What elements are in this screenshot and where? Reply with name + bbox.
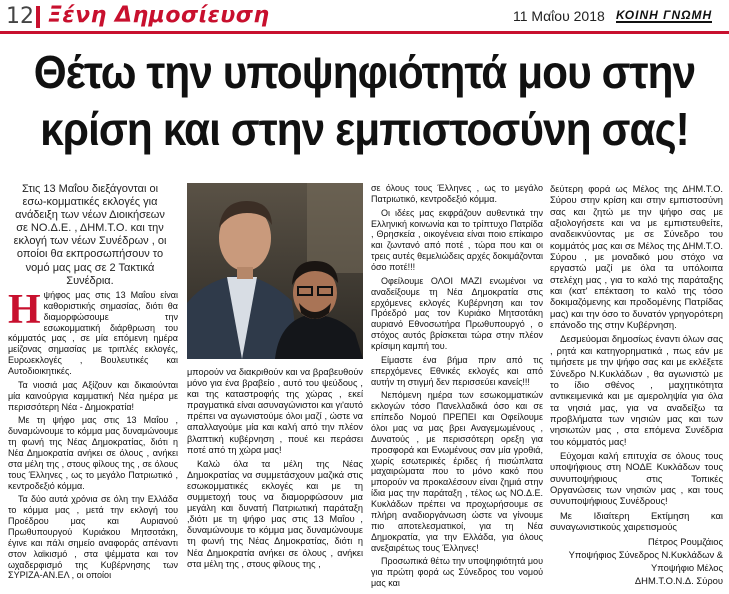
paragraph: Ηψήφος μας στις 13 Μαΐου είναι καθοριστικής σημασίας, διότι θα διαμορφώσουμε την εσωκομματική διάρθρωση του κόμματός μας , σε μία επόμενη ημέρα μείζονας σημασίας με τριπλές εκλογές, Ευρωεκλογές , Βουλευτικές και Αυτοδιοικητικές.: [8, 287, 178, 377]
paragraph: Καλώ όλα τα μέλη της Νέας Δημοκρατίας να συμμετάσχουν μαζικά στις εσωκομματικές εκλογές και με τη συμμετοχή τους να διαμορφώσουν μια μεγάλη και δυνατή Πατριωτική παράταξη ,διότι με τη ψήφο μας στις 13 Μαΐου , δυναμώνουμε το κόμμα μας δυναμώνουμε τη φωνή της Νέας Δημοκρατίας, διότι η Νέα Δημοκρατία ανήκει σε όλους , ανήκει στα μέλη της , στους φίλους της ,: [187, 458, 363, 569]
paragraph: Νεπόμενη ημέρα των εσωκομματικών εκλογών τόσο Πανελλαδικά όσο και σε επίπεδο Νομού ΠΡΕΠΕΙ και Οφείλουμε όλοι μας να μας βρει Αναγεμωμένους , Δυνατούς , με περισσότερη ορεξη για προσφορά και Ενωμένους σαν μία γροθιά, χωρίς εσωτερικές έριδες ή πισώπλατα μαχαιρώματα που το μόνο κακό που μπορούν να προκαλέσουν είναι ζημιά στην ίδια μας την παράταξη , τέλος ως ΝΟ.Δ.Ε. Κυκλάδων πρέπει να προχωρήσουμε σε πλήρη αναδιοργάνωση ώστε να γίνουμε πιο αποτελεσματικοί, για τη Νέα Δημοκρατία, για την Ελλάδα, για όλους ανεξαιρέτως τους Έλληνες!: [371, 390, 543, 553]
issue-date: 11 Μαΐου 2018: [513, 8, 605, 24]
paragraph: Δεσμεύομαι δημοσίως έναντι όλων σας , ρητά και κατηγορηματικά , πως εάν με τιμήσετε με την ψήφο σας και με εκλέξετε Σύνεδρο Ν.Κυκλάδων , θα αγωνιστώ με το ίδιο σθένος , μαχητικότητα αντικειμενικά και με αμεροληψία για όλα τα νησιά μας, για να αναδείξω τα προβλήματα των νησιών μας και των νησιωτών μας , στα επόμενα Συνέδρια του κόμματός μας!: [550, 333, 723, 447]
signature-role-2: Υποψήφιο Μέλος: [651, 562, 723, 574]
paragraph: σε όλους τους Έλληνες , ως το μεγάλο Πατριωτικό, κεντροδεξιό κόμμα.: [371, 183, 543, 204]
article-photo: [187, 183, 363, 359]
column-2: [187, 367, 363, 573]
column-1: [8, 287, 178, 584]
drop-cap: Η: [8, 287, 41, 333]
column-4: [550, 183, 723, 587]
paragraph: Προσωπικά θέτω την υποψηφιότητά μου για πρώτη φορά ως Σύνεδρος του νομού μας και: [371, 556, 543, 589]
headline-line-2: κρίση και στην εμπιστοσύνη σας!: [40, 103, 689, 155]
lead-paragraph: Στις 13 Μαΐου διεξάγονται οι εσω-κομματικές εκλογές για ανάδειξη των νέων Διοικήσεων σε ΝΟ.Δ.Ε. , ΔΗΜ.Τ.Ο. και την εκλογή των νέων Συνέδρων , οι οποίοι θα εκπροσωπήσουν το νομό μας μας σε 2 Τακτικά Συνέδρια.: [13, 183, 167, 287]
paragraph: Με τη ψήφο μας στις 13 Μαΐου , δυναμώνουμε το κόμμα μας δυναμώνουμε τη φωνή της Νέας Δημοκρατίας, διότι η Νέα Δημοκρατία ανήκει σε όλους , ανήκει στα μέλη της , στους φίλους της , σε όλους τους Έλληνες , ως το μεγάλο Πατριωτικό , κεντροδεξιό κόμμα.: [8, 415, 178, 491]
paragraph: Με Ιδιαίτερη Εκτίμηση και συναγωνιστικούς χαιρετισμούς: [550, 509, 723, 532]
paragraph: δεύτερη φορά ως Μέλος της ΔΗΜ.Τ.Ο. Σύρου στην κρίση και στην εμπιστοσύνη σας και ζητώ με την ψήφο σας με αξιολογήσετε και να με εμπιστευθείτε, αναδεικνύοντας με σε Σύνεδρο του κομμάτός μας και σε Μέλος της ΔΗΜ.Τ.Ο. Σύρου , με μοναδικό μου στόχο να εργαστώ μαζί με όλα τα υπόλοιπα στελέχη μας , για το καλό της παράταξης και (κατ' επέκταση το καλό της τόσο δοκιμαζόμενης και προδομένης Πατρίδας μας) και την όσο το δυνατόν γρηγορότερη επάνοδο της στην Κυβέρνηση.: [550, 183, 723, 331]
section-title: Ξένη Δημοσίευση: [48, 3, 270, 28]
paragraph: Εύχομαι καλή επιτυχία σε όλους τους υποψήφιους στη ΝΟΔΕ Κυκλάδων τους συνυποψήφιους στις Τοπικές Οργανώσεις των νησιών μας , και τους συνυποψήφιους Συνέδρους!: [550, 449, 723, 507]
paragraph: Τα δύο αυτά χρόνια σε όλη την Ελλάδα το κόμμα μας , μετά την εκλογή του Προέδρου μας και Αυριανού Πρωθυπουργού Κυριάκου Μητσοτάκη, έγινε και πάλι σημείο αναφοράς απέναντι στον λαϊκισμό , στα ψέμματα και τον ωχαδερφισμό της Κυβέρνησης των ΣΥΡΙΖΑ-ΑΝ.ΕΛ , οι οποίοι: [8, 494, 178, 581]
signature-block: [550, 535, 723, 587]
paragraph: Οφείλουμε ΟΛΟΙ ΜΑΖΙ ενωμένοι να αναδείξουμε τη Νέα Δημοκρατία στις ερχόμενες εκλογές Κυβέρνηση και τον Πρόεδρό μας τον Κυριάκο Μητσοτάκη αυριανό Εθνοσωτήρα Πρωθυπουργό , ο στόχος αυτός βρίσκεται τώρα στην πλέον κρίσιμη καμπή του.: [371, 275, 543, 352]
signature-name: Πέτρος Ρουμζάιος: [647, 536, 723, 548]
column-3: [371, 183, 543, 592]
page-number: 12: [6, 4, 34, 29]
header-accent-bar: [36, 6, 40, 28]
header-rule: [0, 31, 729, 34]
signature-role-1: Υποψήφιος Σύνεδρος Ν.Κυκλάδων &: [568, 549, 723, 561]
headline-line-1: Θέτω την υποψηφιότητά μου στην: [33, 46, 696, 98]
page-header: [0, 0, 729, 30]
paragraph: Τα νιοσιά μας Αξίζουν και δικαιούνται μία καινούργια καμματική Νέα ημέρα με περισσότερη Νέα - Δημοκρατία!: [8, 379, 178, 412]
paragraph: Είμαστε ένα βήμα πριν από τις επερχόμενες Εθνικές εκλογές και από αυτήν τη στιγμή δεν περισσεύει κανείς!!!: [371, 354, 543, 387]
newspaper-logo: ΚΟΙΝΗ ΓΝΩΜΗ: [616, 8, 713, 22]
paragraph: Οι ιδέες μας εκφράζουν αυθεντικά την Ελληνική κοινωνία και το τρίπτυχο Πατρίδα , Θρησκεία , οικογένεια είναι ποιο επίκαιρο και ζωντανό από ποτέ , τώρα που και οι τρεις αυτές θεμελιώδεις αρχές δοκιμάζονται όσο ποτέ!!!: [371, 207, 543, 273]
paragraph: μπορούν να διακριθούν και να βραβευθούν μόνο για ένα βραβείο , αυτό του ψεύδους , και της καταστροφής της χώρας , εκεί πραγματικά είναι ασυναγώνιστοι και γι'αυτό πρέπει να αγωνιστούμε όλοι μαζί , ώστε να απαλλαγούμε μία και καλή από την πλέον βλαπτική κυβέρνηση , πουέ κει περάσει ποτέ από τη χώρα μας!: [187, 367, 363, 455]
signature-role-3: ΔΗΜ.Τ.Ο.Ν.Δ. Σύρου: [634, 575, 723, 587]
headline: [29, 44, 700, 158]
